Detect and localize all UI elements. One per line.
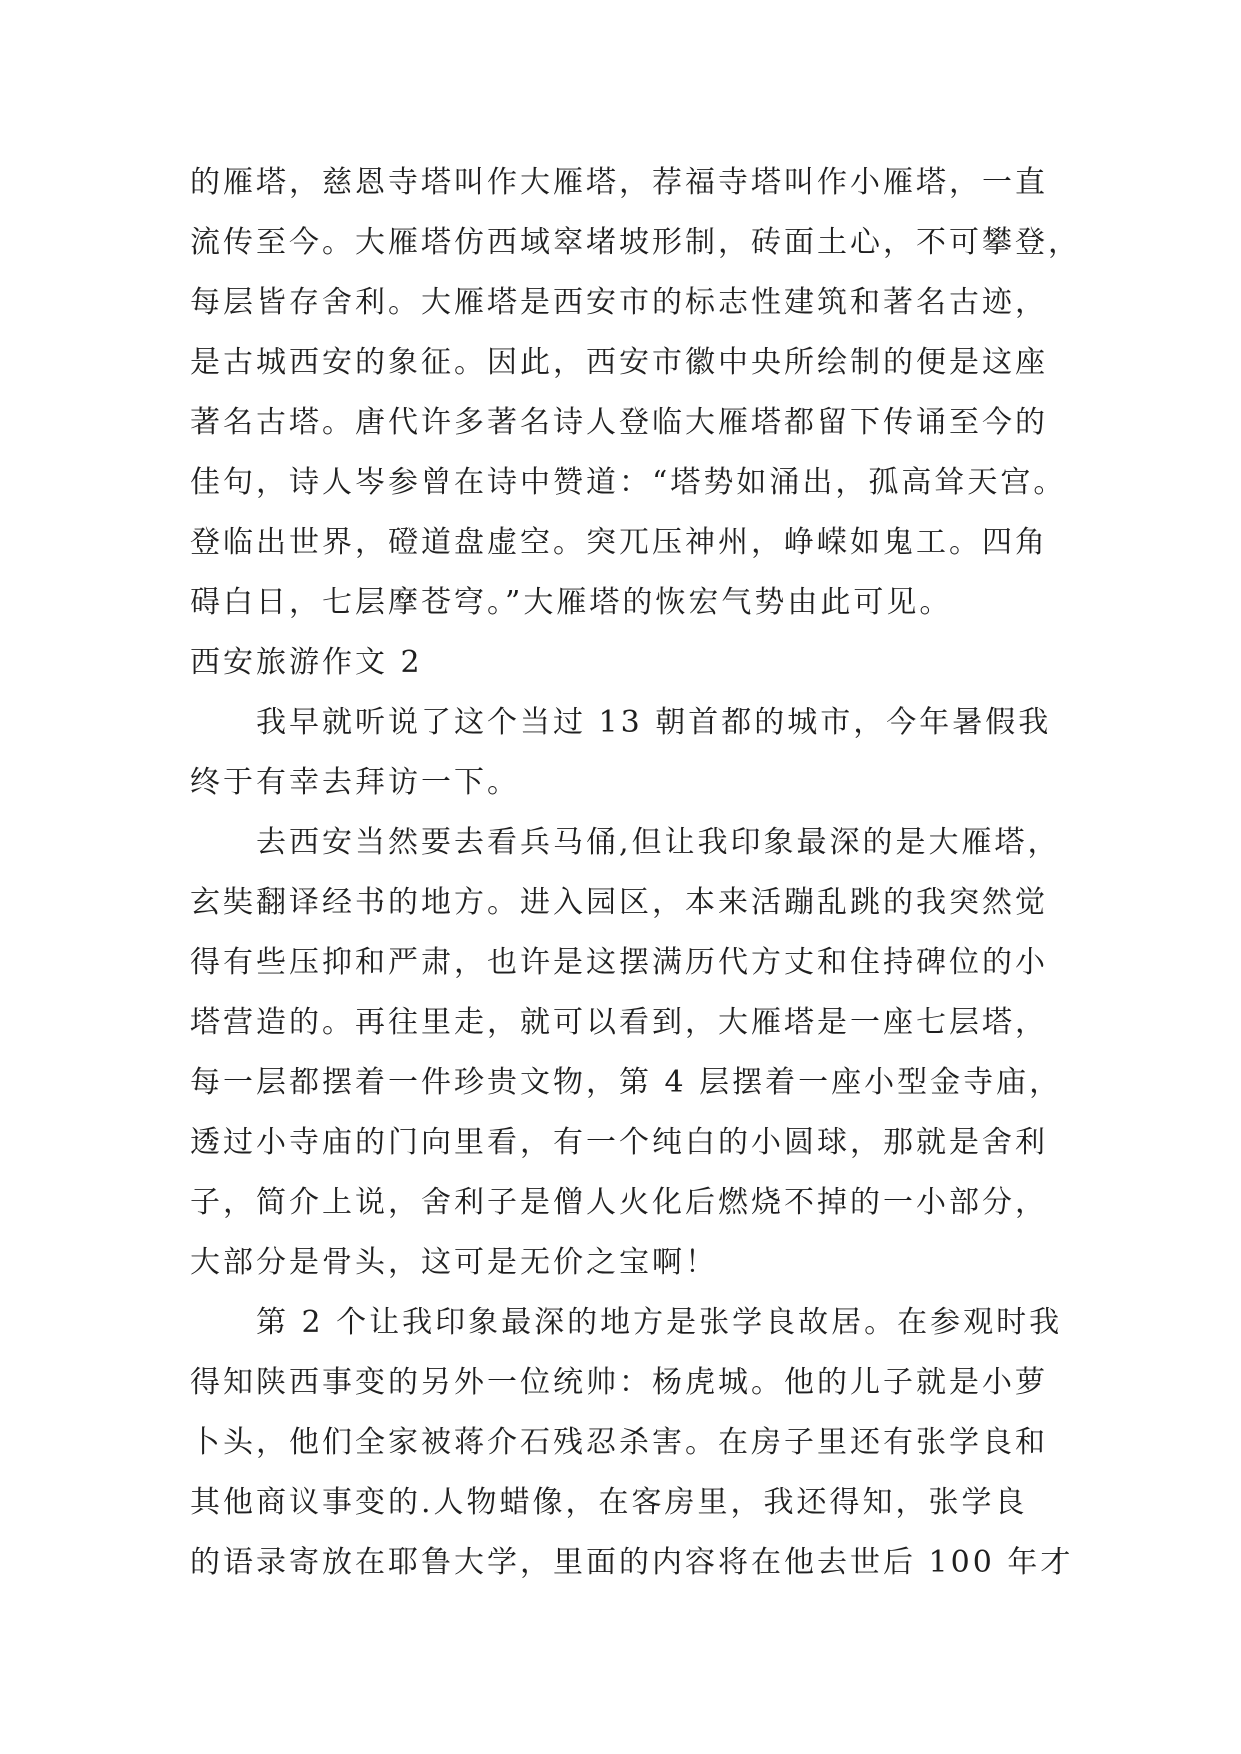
paragraph-2-line-2: 玄奘翻译经书的地方。进入园区，本来活蹦乱跳的我突然觉 <box>190 885 1048 920</box>
paragraph-2-line-3: 得有些压抑和严肃，也许是这摆满历代方丈和住持碑位的小 <box>190 945 1048 980</box>
text-line-3: 每层皆存舍利。大雁塔是西安市的标志性建筑和著名古迹， <box>190 285 1048 320</box>
paragraph-1-line-1: 我早就听说了这个当过 13 朝首都的城市，今年暑假我 <box>256 705 1052 740</box>
section-heading: 西安旅游作文 2 <box>190 645 423 680</box>
paragraph-3-line-3: 卜头，他们全家被蒋介石残忍杀害。在房子里还有张学良和 <box>190 1425 1048 1460</box>
text-line-4: 是古城西安的象征。因此，西安市徽中央所绘制的便是这座 <box>190 345 1048 380</box>
paragraph-1-line-2: 终于有幸去拜访一下。 <box>190 765 520 800</box>
paragraph-3-line-2: 得知陕西事变的另外一位统帅：杨虎城。他的儿子就是小萝 <box>190 1365 1048 1400</box>
text-line-6: 佳句，诗人岑参曾在诗中赞道：“塔势如涌出，孤高耸天宫。 <box>190 465 1067 500</box>
text-line-7: 登临出世界，磴道盘虚空。突兀压神州，峥嵘如鬼工。四角 <box>190 525 1048 560</box>
paragraph-3-line-4: 其他商议事变的.人物蜡像，在客房里，我还得知，张学良 <box>190 1485 1028 1520</box>
paragraph-2-line-1: 去西安当然要去看兵马俑,但让我印象最深的是大雁塔， <box>256 825 1061 860</box>
text-line-8: 碍白日，七层摩苍穹。”大雁塔的恢宏气势由此可见。 <box>190 585 953 620</box>
essay-text <box>190 153 1081 1593</box>
text-line-5: 著名古塔。唐代许多著名诗人登临大雁塔都留下传诵至今的 <box>190 405 1048 440</box>
text-line-1: 的雁塔，慈恩寺塔叫作大雁塔，荐福寺塔叫作小雁塔，一直 <box>190 165 1048 200</box>
paragraph-3-line-5: 的语录寄放在耶鲁大学，里面的内容将在他去世后 100 年才 <box>190 1545 1074 1580</box>
paragraph-2-line-8: 大部分是骨头，这可是无价之宝啊！ <box>190 1245 718 1280</box>
paragraph-2-line-4: 塔营造的。再往里走，就可以看到，大雁塔是一座七层塔， <box>190 1005 1048 1040</box>
paragraph-2-line-7: 子，简介上说，舍利子是僧人火化后燃烧不掉的一小部分， <box>190 1185 1048 1220</box>
paragraph-2-line-6: 透过小寺庙的门向里看，有一个纯白的小圆球，那就是舍利 <box>190 1125 1048 1160</box>
text-line-2: 流传至今。大雁塔仿西域窣堵坡形制，砖面土心，不可攀登， <box>190 225 1081 260</box>
paragraph-3-line-1: 第 2 个让我印象最深的地方是张学良故居。在参观时我 <box>256 1305 1063 1340</box>
paragraph-2-line-5: 每一层都摆着一件珍贵文物，第 4 层摆着一座小型金寺庙， <box>190 1065 1063 1100</box>
